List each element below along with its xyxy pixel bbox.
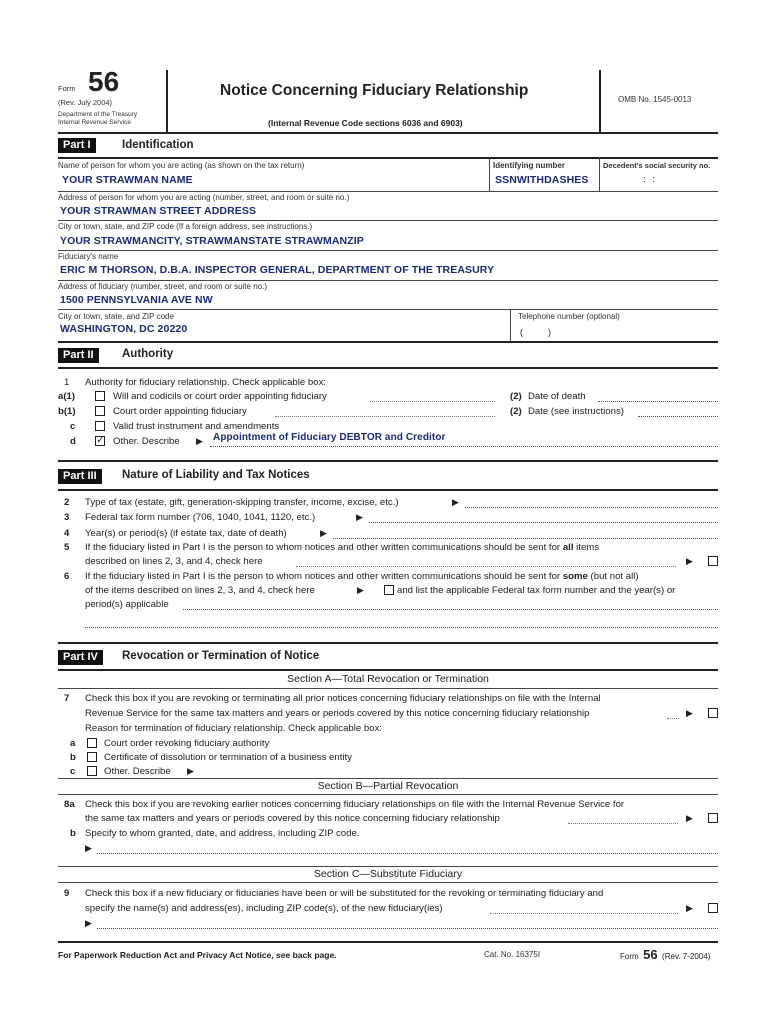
line1d-text: Other. Describe <box>113 436 180 447</box>
will-codicils-checkbox[interactable] <box>95 391 105 401</box>
line1a2-number: (2) <box>510 391 522 402</box>
name-field[interactable]: YOUR STRAWMAN NAME <box>62 174 193 186</box>
line5-text: If the fiduciary listed in Part I is the person to whom notices and other written communications should be sent for all items <box>85 542 600 553</box>
trust-instrument-checkbox[interactable] <box>95 421 105 431</box>
type-of-tax-field[interactable] <box>465 507 718 508</box>
other-describe-checkbox[interactable] <box>95 436 105 446</box>
fiduciary-address-label: Address of fiduciary (number, street, and room or suite no.) <box>58 282 267 291</box>
line7-reason-text: Reason for termination of fiduciary relationship. Check applicable box: <box>85 723 383 734</box>
line6-text-period: period(s) applicable <box>85 599 169 610</box>
part2-title: Authority <box>122 348 174 360</box>
footer-form-id: Form 56 (Rev. 7-2004) <box>620 947 711 962</box>
line1b2-number: (2) <box>510 406 522 417</box>
other-describe-field[interactable]: Appointment of Fiduciary DEBTOR and Creditor <box>213 432 446 443</box>
arrow-icon: ▶ <box>686 556 693 566</box>
revocation-other-checkbox[interactable] <box>87 766 97 776</box>
arrow-icon: ▶ <box>686 903 693 913</box>
part3-title: Nature of Liability and Tax Notices <box>122 469 310 481</box>
date-of-death-field[interactable] <box>598 401 718 402</box>
arrow-icon: ▶ <box>686 813 693 823</box>
line1a2-text: Date of death <box>528 391 586 402</box>
line8b-text: Specify to whom granted, date, and address, including ZIP code. <box>85 828 360 839</box>
line7a-text: Court order revoking fiduciary authority <box>104 738 270 749</box>
paperwork-notice: For Paperwork Reduction Act and Privacy Act Notice, see back page. <box>58 950 337 960</box>
arrow-icon: ▶ <box>85 843 92 853</box>
address-field[interactable]: YOUR STRAWMAN STREET ADDRESS <box>60 205 257 217</box>
fiduciary-address-field[interactable]: 1500 PENNSYLVANIA AVE NW <box>60 294 213 306</box>
line3-text: Federal tax form number (706, 1040, 1041, 1120, etc.) <box>85 512 316 523</box>
line9-field[interactable] <box>97 928 718 929</box>
line7b-label: b <box>70 752 76 763</box>
city-field[interactable]: YOUR STRAWMANCITY, STRAWMANSTATE STRAWMANZIP <box>60 235 364 247</box>
part2-badge: Part II <box>58 348 99 363</box>
line6-periods-field-2[interactable] <box>85 627 718 628</box>
part4-badge: Part IV <box>58 650 103 665</box>
arrow-icon: ▶ <box>452 497 459 507</box>
line8a-text-continued: the same tax matters and years or periods covered by this notice concerning fiduciary relationship <box>85 813 500 824</box>
part3-badge: Part III <box>58 469 102 484</box>
line1d-label: d <box>70 436 76 447</box>
form-number: 56 <box>88 66 120 97</box>
line1b1-label: b(1) <box>58 406 76 417</box>
line2-number: 2 <box>64 497 70 508</box>
form-subtitle: (Internal Revenue Code sections 6036 and 6903) <box>268 118 463 128</box>
line9-text: Check this box if a new fiduciary or fiduciaries have been or will be substituted for the revoking or terminating fiduciary and <box>85 888 604 899</box>
dept-irs: Internal Revenue Service <box>58 119 131 126</box>
line6-text-continued: of the items described on lines 2, 3, and 4, check here <box>85 585 315 596</box>
tax-form-number-field[interactable] <box>369 522 718 523</box>
identifying-number-label: Identifying number <box>493 161 565 170</box>
line9-number: 9 <box>64 888 70 899</box>
omb-number: OMB No. 1545-0013 <box>618 95 692 104</box>
part1-title: Identification <box>122 139 194 151</box>
line7-checkbox[interactable] <box>708 708 718 718</box>
line6-periods-field[interactable] <box>183 609 718 610</box>
line6-number: 6 <box>64 571 70 582</box>
line8a-checkbox[interactable] <box>708 813 718 823</box>
line7c-label: c <box>70 766 76 777</box>
part1-badge: Part I <box>58 138 96 153</box>
identifying-number-field[interactable]: SSNWITHDASHES <box>495 174 589 186</box>
line7-text: Check this box if you are revoking or terminating all prior notices concerning fiduciary relationships on file with the Internal <box>85 693 601 704</box>
line1-number: 1 <box>64 377 70 388</box>
form-word: Form <box>58 84 76 93</box>
line2-text: Type of tax (estate, gift, generation-skipping transfer, income, excise, etc.) <box>85 497 399 508</box>
telephone-label: Telephone number (optional) <box>518 312 620 321</box>
line1a1-label: a(1) <box>58 391 76 402</box>
dissolution-certificate-checkbox[interactable] <box>87 752 97 762</box>
arrow-icon: ▶ <box>187 766 194 776</box>
dept-treasury: Department of the Treasury <box>58 111 138 118</box>
arrow-icon: ▶ <box>356 512 363 522</box>
line3-number: 3 <box>64 512 70 523</box>
line5-number: 5 <box>64 542 70 553</box>
line6-checkbox[interactable] <box>384 585 394 595</box>
line1a1-text: Will and codicils or court order appointing fiduciary <box>113 391 327 402</box>
line6-text-list: and list the applicable Federal tax form number and the year(s) or <box>397 585 676 596</box>
fiduciary-city-label: City or town, state, and ZIP code <box>58 312 174 321</box>
arrow-icon: ▶ <box>196 436 203 446</box>
arrow-icon: ▶ <box>320 528 327 538</box>
line1b2-text: Date (see instructions) <box>528 406 624 417</box>
line5-checkbox[interactable] <box>708 556 718 566</box>
section-b-heading: Section B—Partial Revocation <box>317 780 459 792</box>
line4-text: Year(s) or period(s) (if estate tax, date of death) <box>85 528 287 539</box>
address-label: Address of person for whom you are acting (number, street, and room or suite no.) <box>58 193 350 202</box>
line4-number: 4 <box>64 528 70 539</box>
line9-text-continued: specify the name(s) and address(es), including ZIP code(s), of the new fiduciary(ies) <box>85 903 443 914</box>
section-a-heading: Section A—Total Revocation or Termination <box>287 673 489 685</box>
line9-checkbox[interactable] <box>708 903 718 913</box>
line5-text-continued: described on lines 2, 3, and 4, check here <box>85 556 263 567</box>
arrow-icon: ▶ <box>85 918 92 928</box>
years-periods-field[interactable] <box>333 538 718 539</box>
line7c-text: Other. Describe <box>104 766 171 777</box>
arrow-icon: ▶ <box>357 585 364 595</box>
name-label: Name of person for whom you are acting (as shown on the tax return) <box>58 161 305 170</box>
line7-text-continued: Revenue Service for the same tax matters and years or periods covered by this notice concerning fiduciary relationship <box>85 708 590 719</box>
date-instructions-field[interactable] <box>638 416 718 417</box>
court-order-checkbox[interactable] <box>95 406 105 416</box>
arrow-icon: ▶ <box>686 708 693 718</box>
line8b-number: b <box>70 828 76 839</box>
revoking-court-order-checkbox[interactable] <box>87 738 97 748</box>
section-c-heading: Section C—Substitute Fiduciary <box>313 868 463 880</box>
decedent-ssn-label: Decedent's social security no. <box>603 161 711 170</box>
catalog-number: Cat. No. 16375I <box>484 950 541 959</box>
line8a-number: 8a <box>64 799 75 810</box>
decedent-ssn-field[interactable]: : : <box>643 174 657 185</box>
form-title: Notice Concerning Fiduciary Relationship <box>220 82 529 99</box>
line7-number: 7 <box>64 693 70 704</box>
part4-title: Revocation or Termination of Notice <box>122 650 320 662</box>
telephone-field[interactable]: ( ) <box>520 327 551 337</box>
line7a-label: a <box>70 738 76 749</box>
fiduciary-city-field[interactable]: WASHINGTON, DC 20220 <box>60 323 188 335</box>
line1c-label: c <box>70 421 76 432</box>
form-revision: (Rev. July 2004) <box>58 98 113 107</box>
line8b-field[interactable] <box>97 853 718 854</box>
line1c-text: Valid trust instrument and amendments <box>113 421 280 432</box>
line8a-text: Check this box if you are revoking earlier notices concerning fiduciary relationships on file with the Internal Revenue Service for <box>85 799 625 810</box>
line7b-text: Certificate of dissolution or termination of a business entity <box>104 752 352 763</box>
line1b1-text: Court order appointing fiduciary <box>113 406 247 417</box>
city-label: City or town, state, and ZIP code (If a foreign address, see instructions.) <box>58 222 313 231</box>
fiduciary-name-field[interactable]: ERIC M THORSON, D.B.A. INSPECTOR GENERAL, DEPARTMENT OF THE TREASURY <box>60 264 495 276</box>
fiduciary-name-label: Fiduciary's name <box>58 252 119 261</box>
line1-text: Authority for fiduciary relationship. Check applicable box: <box>85 377 327 388</box>
line6-text: If the fiduciary listed in Part I is the person to whom notices and other written communications should be sent for some (but not all) <box>85 571 639 582</box>
